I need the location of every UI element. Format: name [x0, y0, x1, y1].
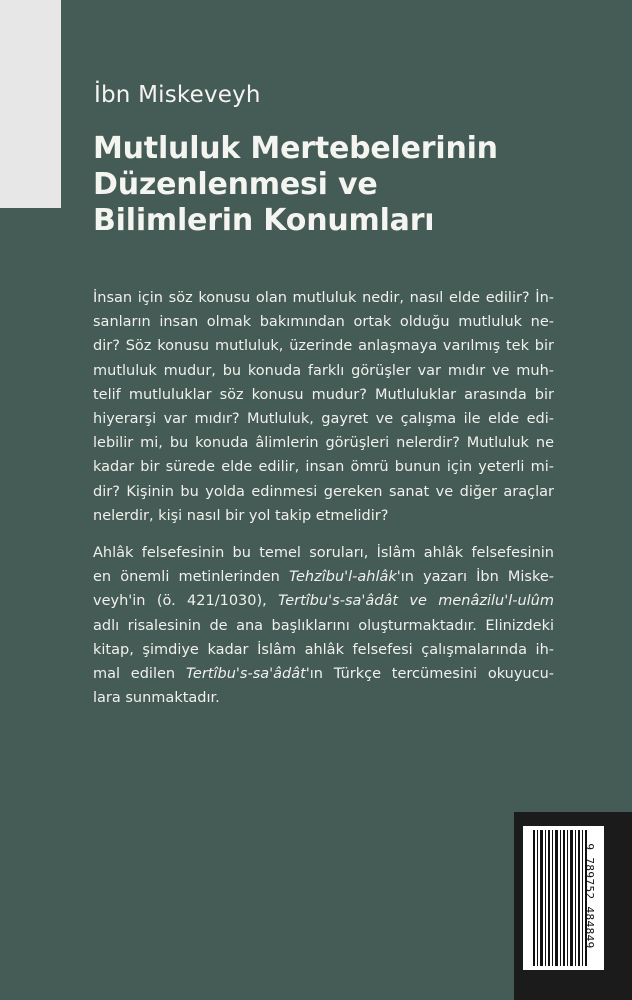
paragraph-2-line-1: Ahlâk felsefesinin bu temel soruları, İslâm ahlâk felsefesinin: [93, 545, 554, 562]
paragraph-1-line-3: dir? Söz konusu mutluluk, üzerinde anlaşmaya varılmış tek bir: [93, 338, 554, 355]
paragraph-2-line-2-text-b: 'ın yazarı İbn Miske-: [396, 569, 554, 586]
book-title-tertibus-saadat-full: Tertîbu's-sa'âdât ve menâzilu'l-ulûm: [278, 593, 554, 610]
paragraph-2-line-5: kitap, şimdiye kadar İslâm ahlâk felsefesi çalışmalarında ih-: [93, 641, 554, 658]
paragraph-1-line-4: mutluluk mudur, bu konuda farklı görüşler var mıdır ve muh-: [93, 362, 554, 379]
book-title: [93, 131, 613, 239]
description-paragraph-1: [93, 286, 554, 528]
paragraph-1-line-6: hiyerarşi var mıdır? Mutluluk, gayret ve çalışma ile elde edi-: [93, 411, 554, 428]
description-paragraph-2: [93, 541, 554, 710]
author-name: İbn Miskeveyh: [94, 82, 261, 108]
paragraph-1-line-8: kadar bir sürede elde edilir, insan ömrü bunun için yeterli mi-: [93, 459, 554, 476]
paragraph-2-line-6-text-a: mal edilen: [93, 666, 186, 683]
isbn-number: 9 789752 484849: [583, 843, 596, 949]
paragraph-2-line-7: lara sunmaktadır.: [93, 690, 220, 707]
paragraph-2-line-3-text-a: veyh'in (ö. 421/1030),: [93, 593, 279, 610]
title-line-2: Düzenlenmesi ve: [93, 167, 378, 202]
book-title-tertibus-saadat: Tertîbu's-sa'âdât: [185, 666, 306, 683]
paragraph-2-line-2: [93, 565, 554, 589]
paragraph-2-line-3: [93, 589, 554, 613]
paragraph-2-line-2-text-a: en önemli metinlerinden: [93, 569, 289, 586]
barcode-bars-icon: [531, 830, 587, 966]
book-description: [93, 286, 554, 723]
title-line-3: Bilimlerin Konumları: [93, 203, 435, 238]
paragraph-1-line-5: telif mutluluklar söz konusu mudur? Mutluluklar arasında bir: [93, 386, 554, 403]
paragraph-1-line-1: İnsan için söz konusu olan mutluluk nedir, nasıl elde edilir? İn-: [93, 290, 554, 306]
paragraph-1-line-10: nelerdir, kişi nasıl bir yol takip etmelidir?: [93, 507, 389, 524]
paragraph-1-line-9: dir? Kişinin bu yolda edinmesi gereken sanat ve diğer araçlar: [93, 483, 554, 500]
side-color-tab: [0, 0, 61, 208]
paragraph-1-line-7: lebilir mi, bu konuda âlimlerin görüşleri nelerdir? Mutluluk ne: [93, 435, 554, 452]
isbn-barcode: [523, 826, 604, 970]
paragraph-2-line-6: [93, 662, 554, 686]
book-title-tehzibul-ahlak: Tehzîbu'l-ahlâk: [288, 569, 397, 586]
paragraph-1-line-2: sanların insan olmak bakımından ortak olduğu mutluluk ne-: [93, 314, 554, 331]
paragraph-2-line-4: adlı risalesinin de ana başlıklarını oluşturmaktadır. Elinizdeki: [93, 617, 554, 634]
paragraph-2-line-6-text-b: 'ın Türkçe tercümesini okuyucu-: [305, 666, 554, 683]
title-line-1: Mutluluk Mertebelerinin: [93, 131, 498, 166]
